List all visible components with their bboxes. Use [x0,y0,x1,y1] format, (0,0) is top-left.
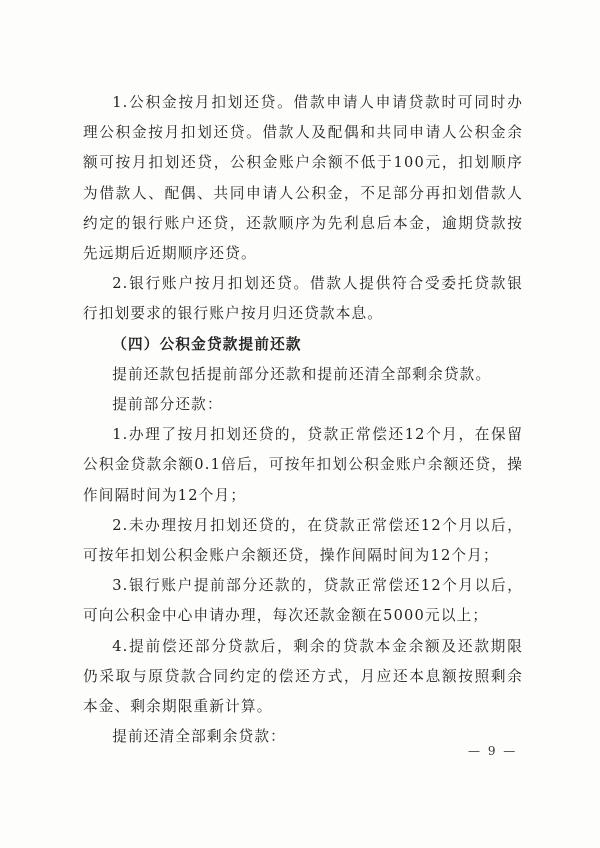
paragraph-bank-account-deduction: 2.银行账户按月扣划还贷。借款人提供符合受委托贷款银行扣划要求的银行账户按月归还贷款本息。 [83,275,523,323]
paragraph-monthly-fund-deduction: 1.公积金按月扣划还贷。借款申请人申请贷款时可同时办理公积金按月扣划还贷。借款人及配偶和共同申请人公积金余额可按月扣划还贷，公积金账户余额不低于100元，扣划顺序为借款人、配偶、共同申请人公积金，不足部分再扣划借款人约定的银行账户还贷，还款顺序为先利息后本金，逾期贷款按先远期后近期顺序还贷。 [83,94,523,263]
paragraph-full-repayment-label: 提前还清全部剩余贷款： [112,728,286,746]
paragraph-partial-repayment-label: 提前部分还款： [112,396,223,414]
paragraph-early-repayment-intro: 提前还款包括提前部分还款和提前还清全部剩余贷款。 [112,365,492,383]
paragraph-partial-item-2: 2.未办理按月扣划还贷的，在贷款正常偿还12个月以后，可按年扣划公积金账户余额还贷，操作间隔时间为12个月； [83,516,523,565]
body-text [83,88,523,752]
paragraph-partial-item-3: 3.银行账户提前部分还款的，贷款正常偿还12个月以后，可向公积金中心申请办理，每次还款金额在5000元以上； [83,577,523,625]
paragraph-partial-item-4: 4.提前偿还部分贷款后，剩余的贷款本金余额及还款期限仍采取与原贷款合同约定的偿还方式，月应还本息额按照剩余本金、剩余期限重新计算。 [83,637,523,716]
section-heading-early-repayment: （四）公积金贷款提前还款 [112,335,302,353]
page-number: — 9 — [468,744,518,758]
paragraph-partial-item-1: 1.办理了按月扣划还贷的，贷款正常偿还12个月，在保留公积金贷款余额0.1倍后，可按年扣划公积金账户余额还贷，操作间隔时间为12个月； [83,426,523,504]
